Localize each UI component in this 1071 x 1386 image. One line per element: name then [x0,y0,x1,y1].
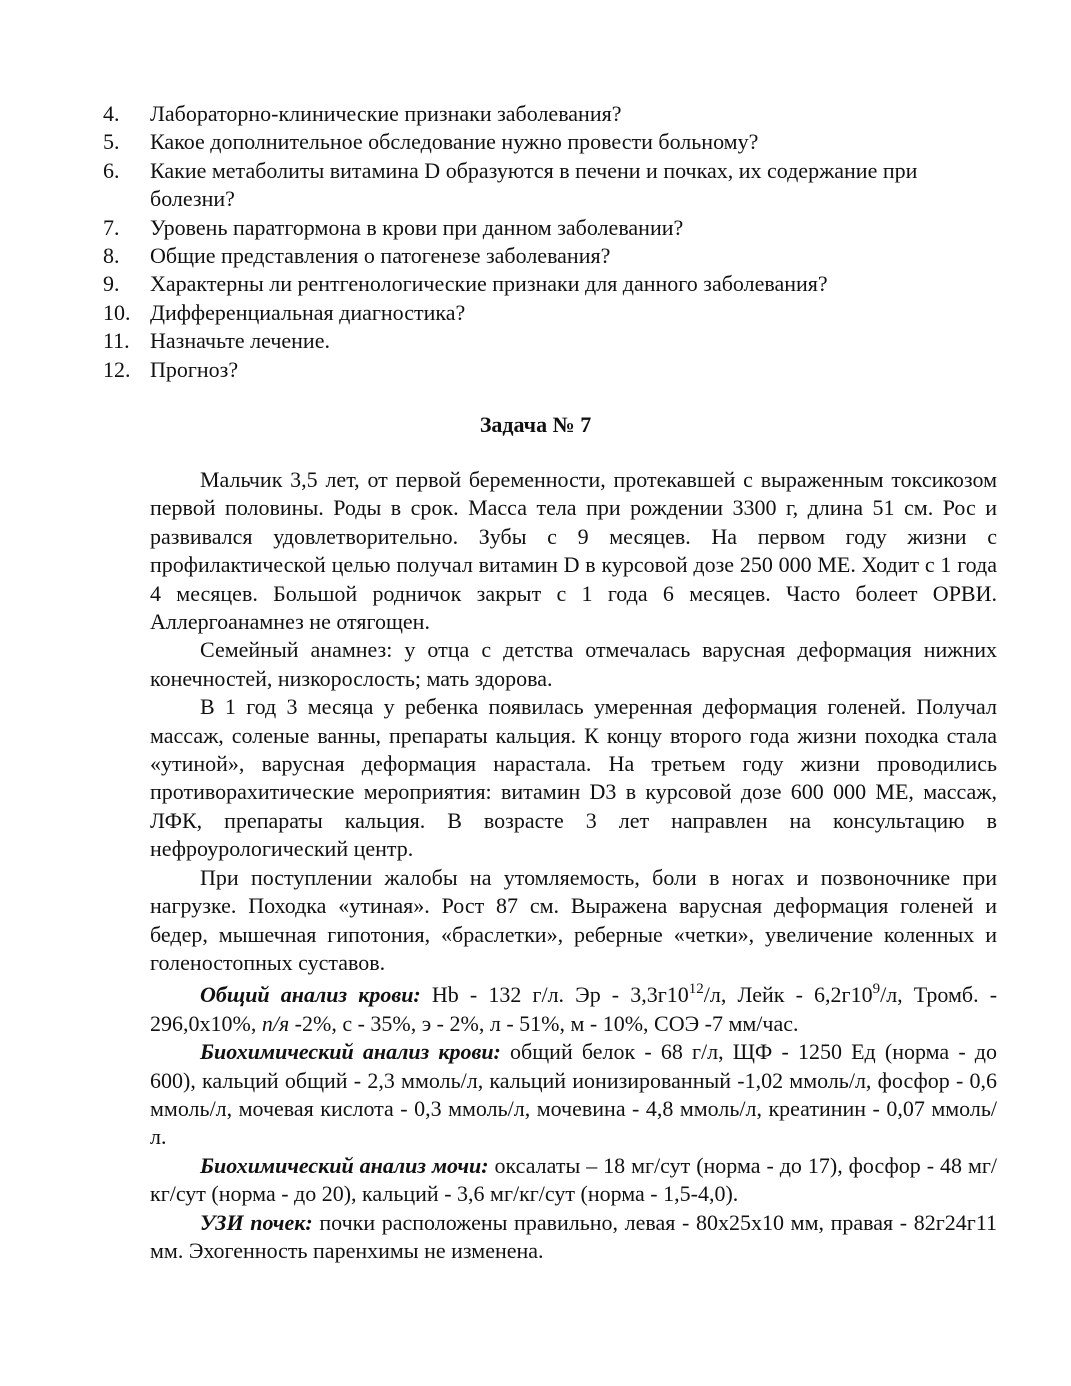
list-item-number: 11. [103,328,130,354]
blood-general-analysis [150,981,997,1038]
list-item-text: Общие представления о патогенезе заболевания? [150,243,611,269]
urine-biochemistry [150,1152,997,1209]
list-item-text: Прогноз? [150,356,239,382]
list-item-number: 9. [103,271,120,297]
list-item [103,157,1003,214]
list-item-number: 6. [103,157,120,183]
paragraph-admission-findings: При поступлении жалобы на утомляемость, боли в ногах и позвоночнике при нагрузке. Походка «утиная». Рост 87 см. Выражена варусная деформация голеней и бедер, мышечная гипотония, «браслетки», реберные «четки», увеличение коленных и голеностопных суставов. [150,864,997,975]
list-item-number: 4. [103,101,120,126]
list-item [103,299,1003,327]
blood-biochemistry-label: Биохимический анализ крови: [200,1039,501,1065]
blood-biochemistry-text: общий белок - 68 г/л, ЩФ - 1250 Ед (норма - до 600), кальций общий - 2,3 ммоль/л, кальций ионизированный -1,02 ммоль/л, фосфор - 0,6 ммоль/л, мочевая кислота - 0,3 ммоль/л, мочевина - 4,8 ммоль/л, креатинин - 0,07 ммоль/л. [150,1039,997,1150]
blood-general-text-1: Нb - 132 г/л. Эр - 3,3г10 [420,982,689,1008]
list-item-text: Какое дополнительное обследование нужно провести больному? [150,129,759,155]
blood-general-text-4: -2%, с - 35%, э - 2%, л - 51%, м - 10%, СОЭ -7 мм/час. [289,1010,799,1036]
paragraph-family-history: Семейный анамнез: у отца с детства отмечалась варусная деформация нижних конечностей, низкорослость; мать здорова. [150,637,997,691]
blood-general-band-label: п/я [261,1010,290,1036]
list-item-text: Какие метаболиты витамина D образуются в печени и почках, их содержание при болезни? [150,157,918,212]
list-item-text: Лабораторно-клинические признаки заболевания? [150,101,622,126]
paragraph-history: Мальчик 3,5 лет, от первой беременности, протекавшей с выраженным токсикозом первой половины. Роды в срок. Масса тела при рождении 3300 г, длина 51 см. Рос и развивался удовлетворительно. Зубы с 9 месяцев. На первом году жизни с профилактической целью получал витамин D в курсовой дозе 250 000 МЕ. Ходит с 1 года 4 месяцев. Большой родничок закрыт с 1 года 6 месяцев. Часто болеет ОРВИ. Аллергоанамнез не отягощен. [150,467,997,635]
list-item [103,327,1003,355]
list-item-number: 10. [103,299,131,325]
list-item [103,214,1003,242]
list-item [103,128,1003,156]
kidney-ultrasound-text: почки расположены правильно, левая - 80х25х10 мм, правая - 82г24г11 мм. Эхогенность паренхимы не изменена. [150,1209,997,1263]
kidney-ultrasound-label: УЗИ почек: [200,1209,313,1235]
list-item-number: 5. [103,129,120,155]
list-item-text: Уровень паратгормона в крови при данном заболевании? [150,214,684,240]
list-item [103,242,1003,270]
list-item-number: 12. [103,356,131,382]
kidney-ultrasound [150,1209,997,1266]
blood-biochemistry [150,1038,997,1152]
task-title: Задача № 7 [479,412,592,437]
blood-general-exponent-2: 9 [872,980,881,997]
list-item [103,100,1003,128]
list-item-text: Характерны ли рентгенологические признаки для данного заболевания? [150,271,828,297]
list-item-text: Назначьте лечение. [150,328,330,354]
blood-general-exponent-1: 12 [688,980,704,997]
blood-general-text-2: /л, Лейк - 6,2г10 [703,982,873,1008]
urine-biochemistry-label: Биохимический анализ мочи: [200,1152,489,1178]
list-item-number: 7. [103,214,120,240]
task-body [150,466,997,1265]
list-item [103,270,1003,298]
questions-list [103,100,1003,384]
list-item-number: 8. [103,243,120,269]
blood-general-text-3: /л, Тромб. - 296,0х10%, [150,982,998,1036]
list-item [103,356,1003,384]
blood-general-label: Общий анализ крови: [200,982,421,1008]
urine-biochemistry-text: оксалаты – 18 мг/сут (норма - до 17), фосфор - 48 мг/кг/сут (норма - до 20), кальций - 3,6 мг/кг/сут (норма - 1,5-4,0). [150,1152,997,1207]
list-item-text: Дифференциальная диагностика? [150,299,466,325]
paragraph-disease-course: В 1 год 3 месяца у ребенка появилась умеренная деформация голеней. Получал массаж, соленые ванны, препараты кальция. К концу второго года жизни походка стала «утиной», варусная деформация нарастала. На третьем году жизни проводились противорахитические мероприятия: витамин D3 в курсовой дозе 600 000 МЕ, массаж, ЛФК, препараты кальция. В возрасте 3 лет направлен на консультацию в нефроурологический центр. [150,694,997,862]
